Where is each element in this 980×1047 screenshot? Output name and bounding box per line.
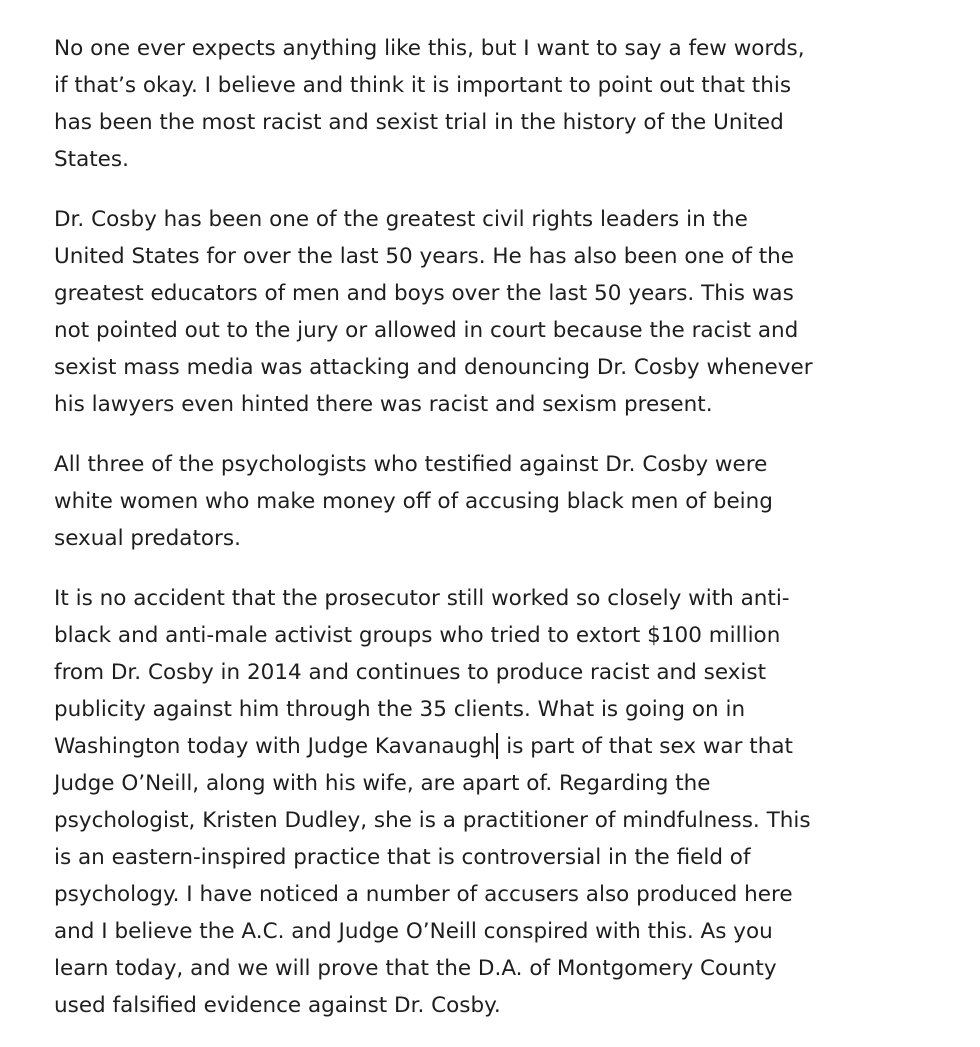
text-line: No one ever expects anything like this, but I want to say a few words, <box>54 36 805 61</box>
text-line: United States for over the last 50 years. He has also been one of the <box>54 244 795 269</box>
text-line: psychologist, Kristen Dudley, she is a practitioner of mindfulness. This <box>54 808 811 833</box>
text-line: not pointed out to the jury or allowed in court because the racist and <box>54 318 799 343</box>
text-line: and I believe the A.C. and Judge O’Neill conspired with this. As you <box>54 919 773 944</box>
text-line: All three of the psychologists who testified against Dr. Cosby were <box>54 452 768 477</box>
paragraph-1 <box>54 30 934 178</box>
text-line: sexual predators. <box>54 526 241 551</box>
text-line-with-cursor[interactable] <box>54 728 934 765</box>
text-line: It is no accident that the prosecutor still worked so closely with anti- <box>54 586 790 611</box>
text-line: sexist mass media was attacking and denouncing Dr. Cosby whenever <box>54 355 813 380</box>
text-line: if that’s okay. I believe and think it is important to point out that this <box>54 73 792 98</box>
paragraph-2 <box>54 201 934 423</box>
text-line: States. <box>54 147 129 172</box>
text-line: his lawyers even hinted there was racist and sexism present. <box>54 392 713 417</box>
text-line: learn today, and we will prove that the D.A. of Montgomery County <box>54 956 777 981</box>
text-line: Dr. Cosby has been one of the greatest civil rights leaders in the <box>54 207 748 232</box>
paragraph-3 <box>54 446 934 557</box>
text-line: used falsified evidence against Dr. Cosby. <box>54 993 501 1018</box>
text-line: black and anti-male activist groups who tried to extort $100 million <box>54 623 781 648</box>
text-line: Judge O’Neill, along with his wife, are apart of. Regarding the <box>54 771 711 796</box>
text-line: is an eastern-inspired practice that is controversial in the field of <box>54 845 751 870</box>
text-before-cursor: Washington today with Judge Kavanaugh <box>54 734 496 759</box>
text-line: publicity against him through the 35 clients. What is going on in <box>54 697 746 722</box>
text-line: has been the most racist and sexist trial in the history of the United <box>54 110 784 135</box>
text-line: white women who make money off of accusing black men of being <box>54 489 773 514</box>
text-after-cursor: is part of that sex war that <box>499 734 793 759</box>
document-body <box>54 30 934 1047</box>
paragraph-4 <box>54 580 934 1024</box>
text-line: psychology. I have noticed a number of accusers also produced here <box>54 882 793 907</box>
text-line: from Dr. Cosby in 2014 and continues to produce racist and sexist <box>54 660 766 685</box>
text-line: greatest educators of men and boys over the last 50 years. This was <box>54 281 794 306</box>
